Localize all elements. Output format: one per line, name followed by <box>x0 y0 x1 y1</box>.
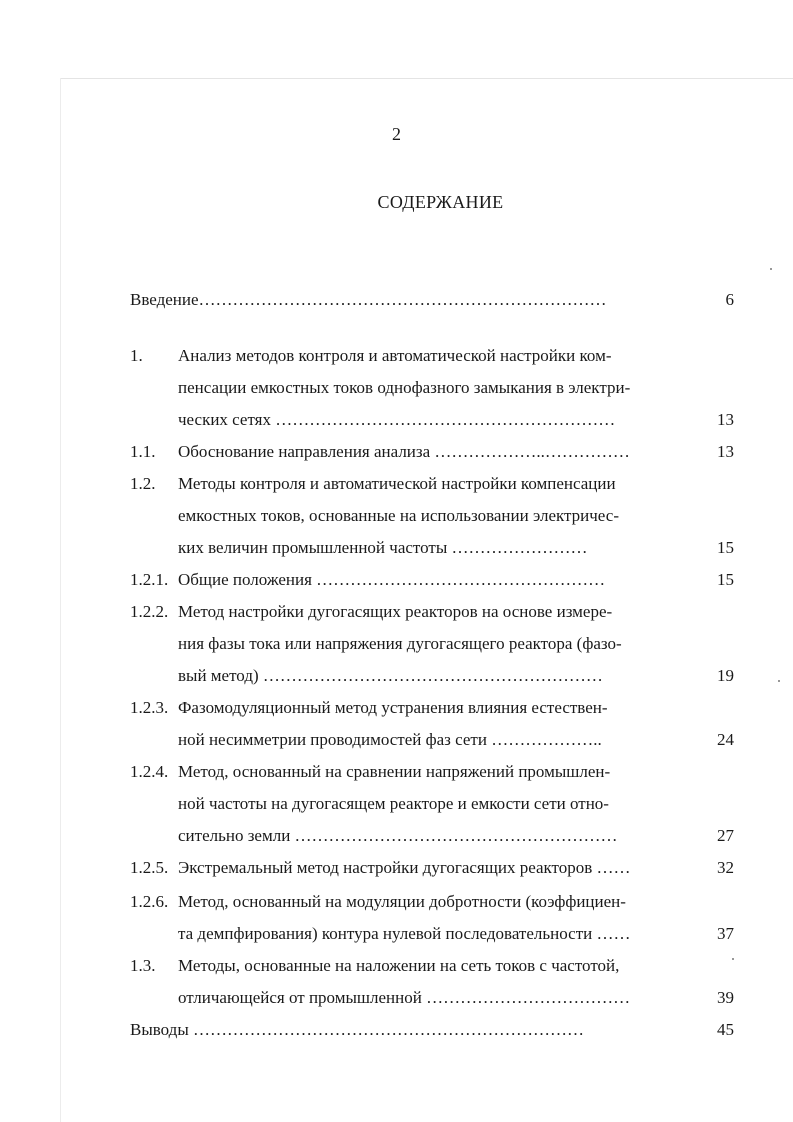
toc-entry-number: 1.3. <box>130 956 156 975</box>
page-number: 2 <box>392 124 401 144</box>
toc-entry-line: Метод, основанный на сравнении напряжений промышлен- <box>178 762 611 781</box>
toc-entry-page: 32 <box>717 858 734 877</box>
toc-entry-number: 1.2.4. <box>130 762 169 781</box>
scan-edge-top <box>60 78 793 79</box>
toc-entry-line: та демпфирования) контура нулевой последовательности …… <box>178 924 631 943</box>
toc-entry-line: вый метод) …………………………………………………… <box>178 666 603 685</box>
toc-entry-number: 1.2.5. <box>130 858 169 877</box>
toc-entry-page: 24 <box>717 730 734 749</box>
toc-entry-line: ния фазы тока или напряжения дугогасящего реактора (фазо- <box>178 634 622 653</box>
page-title: СОДЕРЖАНИЕ <box>377 192 504 212</box>
toc-entry-line: Экстремальный метод настройки дугогасящих реакторов …… <box>178 858 631 877</box>
toc-entry-page: 37 <box>717 924 734 943</box>
toc-entry-number: 1.2. <box>130 474 156 493</box>
toc-entry-line: сительно земли ………………………………………………… <box>178 826 618 845</box>
toc-entry-conclusions-page: 45 <box>717 1020 734 1039</box>
toc-entry-number: 1.2.6. <box>130 892 169 911</box>
toc-entry-line: Общие положения …………………………………………… <box>178 570 606 589</box>
toc-entry-line: Методы, основанные на наложении на сеть токов с частотой, <box>178 956 620 975</box>
scan-speck <box>732 958 734 960</box>
toc-entry-page: 39 <box>717 988 734 1007</box>
toc-entry-line: Анализ методов контроля и автоматической настройки ком- <box>178 346 612 365</box>
toc-entry-intro-page: 6 <box>725 290 734 309</box>
toc-entry-page: 19 <box>717 666 734 685</box>
toc-entry-number: 1.2.1. <box>130 570 169 589</box>
toc-entry-line: Метод настройки дугогасящих реакторов на основе измере- <box>178 602 613 621</box>
toc-entry-line: пенсации емкостных токов однофазного замыкания в электри- <box>178 378 631 397</box>
toc-entry-number: 1. <box>130 346 143 365</box>
toc-entry-line: Обоснование направления анализа ………………..…………… <box>178 442 630 461</box>
toc-entry-line: ной несимметрии проводимостей фаз сети ……………….. <box>178 730 602 749</box>
toc-entry-intro-text: Введение……………………………………………………………… <box>130 290 607 309</box>
toc-entry-line: Метод, основанный на модуляции добротности (коэффициен- <box>178 892 626 911</box>
scan-speck <box>770 268 772 270</box>
toc-entry-line: отличающейся от промышленной ……………………………… <box>178 988 631 1007</box>
toc-entry-page: 15 <box>717 538 734 557</box>
toc-entry-number: 1.2.3. <box>130 698 169 717</box>
toc-entry-line: ной частоты на дугогасящем реакторе и емкости сети отно- <box>178 794 609 813</box>
toc-entry-line: Фазомодуляционный метод устранения влияния естествен- <box>178 698 608 717</box>
toc-entry-page: 27 <box>717 826 734 845</box>
toc-entry-page: 15 <box>717 570 734 589</box>
scan-speck <box>778 680 780 682</box>
toc-entry-page: 13 <box>717 410 734 429</box>
toc-entry-page: 13 <box>717 442 734 461</box>
scan-edge-left <box>60 78 61 1122</box>
toc-entry-line: ких величин промышленной частоты …………………… <box>178 538 588 557</box>
toc-entry-number: 1.2.2. <box>130 602 169 621</box>
toc-entry-line: емкостных токов, основанные на использовании электричес- <box>178 506 619 525</box>
toc-entry-number: 1.1. <box>130 442 156 461</box>
toc-entry-conclusions-text: Выводы …………………………………………………………… <box>130 1020 585 1039</box>
toc-entry-line: Методы контроля и автоматической настройки компенсации <box>178 474 616 493</box>
toc-entry-line: ческих сетях …………………………………………………… <box>178 410 616 429</box>
